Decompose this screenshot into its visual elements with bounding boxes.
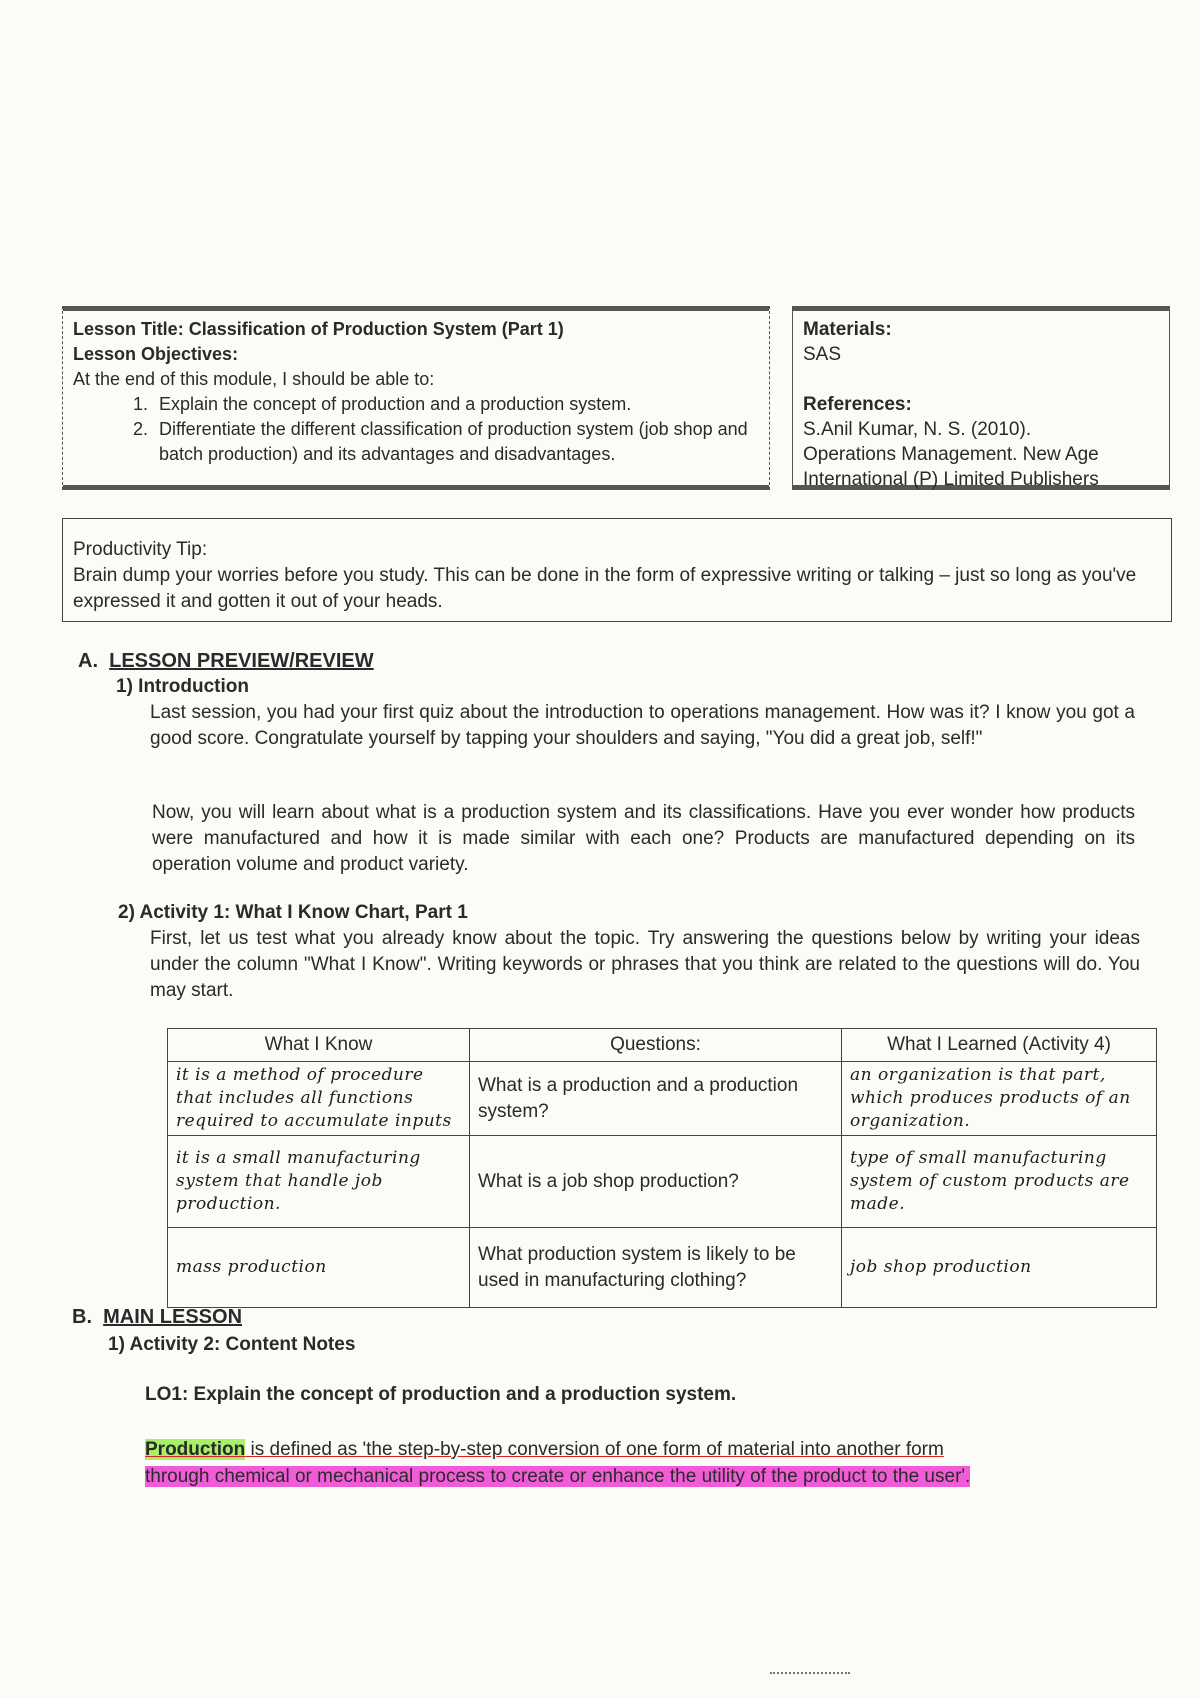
productivity-tip-box bbox=[62, 518, 1172, 622]
objectives-intro: At the end of this module, I should be able to: bbox=[73, 369, 435, 389]
answer-what-i-learned[interactable]: an organization is that part, which produces products of an organization. bbox=[842, 1062, 1157, 1136]
reference-line: Operations Management. New Age bbox=[803, 444, 1099, 465]
column-header-what-i-learned: What I Learned (Activity 4) bbox=[842, 1029, 1157, 1062]
answer-what-i-know[interactable]: it is a small manufacturing system that handle job production. bbox=[168, 1136, 470, 1228]
activity-2-heading: 1) Activity 2: Content Notes bbox=[108, 1334, 356, 1355]
learning-objective-1: LO1: Explain the concept of production and a production system. bbox=[145, 1384, 737, 1405]
lesson-title: Classification of Production System (Part 1) bbox=[188, 319, 564, 339]
lesson-header-box bbox=[62, 306, 770, 490]
materials-value: SAS bbox=[803, 344, 842, 365]
answer-what-i-know[interactable]: it is a method of procedure that includes all functions required to accumulate inputs bbox=[168, 1062, 470, 1136]
scan-smudge bbox=[770, 1672, 850, 1677]
lesson-title-line bbox=[73, 317, 759, 342]
what-i-know-chart bbox=[167, 1028, 1157, 1308]
objective-item: 1. Explain the concept of production and a production system. bbox=[153, 392, 759, 417]
introduction-paragraph-1: Last session, you had your first quiz about the introduction to operations management. How was it? I know you got a good score. Congratulate yourself by tapping your shoulders and saying, "You did a great job, self!" bbox=[150, 702, 1135, 749]
table-row bbox=[168, 1228, 1157, 1308]
column-header-what-i-know: What I Know bbox=[168, 1029, 470, 1062]
production-definition bbox=[145, 1436, 1175, 1490]
chart-header-row bbox=[168, 1029, 1157, 1062]
answer-what-i-learned[interactable]: type of small manufacturing system of custom products are made. bbox=[842, 1136, 1157, 1228]
introduction-heading: 1) Introduction bbox=[116, 676, 249, 697]
section-b-letter: B. bbox=[72, 1306, 92, 1328]
section-a-title: LESSON PREVIEW/REVIEW bbox=[109, 650, 374, 672]
materials-box bbox=[792, 306, 1170, 490]
definition-text-part-2: through chemical or mechanical process to create or enhance the utility of the product to the user'. bbox=[145, 1466, 971, 1487]
section-b-title: MAIN LESSON bbox=[103, 1306, 243, 1328]
definition-term: Production bbox=[145, 1439, 246, 1460]
objectives-list bbox=[73, 392, 759, 467]
definition-text-part-1: is defined as 'the step-by-step conversion of one form of material into another form bbox=[245, 1439, 944, 1460]
reference-line: International (P) Limited Publishers bbox=[803, 469, 1099, 490]
question-cell: What is a job shop production? bbox=[470, 1136, 842, 1228]
activity-1-instructions: First, let us test what you already know about the topic. Try answering the questions below by writing your ideas under the column "What I Know". Writing keywords or phrases that you think are related to the questions will do. You may start. bbox=[150, 928, 1140, 1001]
reference-line: S.Anil Kumar, N. S. (2010). bbox=[803, 419, 1032, 440]
answer-what-i-learned[interactable]: job shop production bbox=[842, 1228, 1157, 1308]
objectives-heading: Lesson Objectives: bbox=[73, 344, 239, 364]
question-cell: What is a production and a production system? bbox=[470, 1062, 842, 1136]
activity-1-heading: 2) Activity 1: What I Know Chart, Part 1 bbox=[118, 902, 468, 923]
column-header-questions: Questions: bbox=[470, 1029, 842, 1062]
section-a-letter: A. bbox=[78, 650, 98, 672]
introduction-paragraph-2: Now, you will learn about what is a production system and its classifications. Have you ever wonder how products were manufactured and how it is made similar with each one? Products are manufactured depending on its operation volume and product variety. bbox=[152, 802, 1135, 875]
question-cell: What production system is likely to be used in manufacturing clothing? bbox=[470, 1228, 842, 1308]
section-b-heading bbox=[72, 1306, 242, 1329]
lesson-title-label: Lesson Title: bbox=[73, 319, 184, 339]
tip-heading: Productivity Tip: bbox=[73, 539, 208, 560]
objective-item: 2. Differentiate the different classification of production system (job shop and batch production) and its advantages and disadvantages. bbox=[153, 417, 759, 467]
materials-heading: Materials: bbox=[803, 319, 892, 340]
table-row bbox=[168, 1136, 1157, 1228]
table-row bbox=[168, 1062, 1157, 1136]
answer-what-i-know[interactable]: mass production bbox=[168, 1228, 470, 1308]
tip-text: Brain dump your worries before you study. This can be done in the form of expressive writing or talking – just so long as you've expressed it and gotten it out of your heads. bbox=[73, 565, 1137, 612]
section-a-heading bbox=[78, 650, 374, 673]
references-heading: References: bbox=[803, 394, 912, 415]
